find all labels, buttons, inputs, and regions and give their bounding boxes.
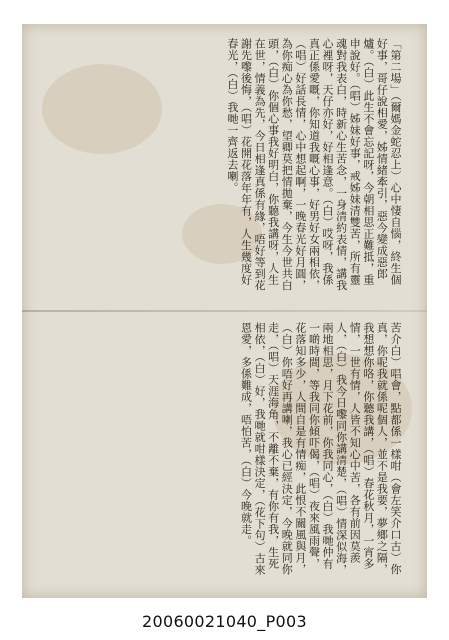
scanned-page xyxy=(22,24,427,598)
fold-line xyxy=(22,310,427,312)
script-text-lower: 苦介白）唱會，點都係一樣咁（會左笑介口古）你真，你呢我就係呢個人，並不是我要，夢鄉之隔，我想想你咯，你聽我講，（唱）春花秋月，一宵多情，一世有情，人皆不知心中苦，各有前因莫羨人，（白）我今日嚟同你講清楚，（唱）情深似海，兩地相思，月下花前，你我同心，（白）我哋仲有一啲時間，等我同你傾吓偈，（唱）夜來風雨聲，花落知多少，人間自是有情痴，此恨不關風與月，（白）你唔好再講喇，我心已經決定，今晚就同你走，（唱）天涯海角，不離不棄，有你有我，生死相依，（白）好，我哋就咁樣決定，（花下句）古來恩愛，多係難成，唔怕苦，（白）今晚就走。 xyxy=(239,322,402,576)
archive-id-caption: 20060021040_P003 xyxy=(142,612,307,631)
script-text-upper: 「第二場」（爾媽金蛇忍上）心中悽自惱，終生個好事，哥仔說相愛，姊情緒牽引，惡今變成惡郎爐。（白）此生不會忘記呀，今朝相思正難抵，重申說好。（唱）姊妹好事，戒姊妹清雙苦，所有靈魂對我表白，時新心生苦念，一身清約表情，講我心裡呀，天仔亦好，好相逢意。（白）哎呀，我係真正係愛嘅，你知道我嘅心事，好男好女兩相依，（唱）好話長情，心中想起啊，一晚春光好月圓，為你痴心為你愁，望卿莫把情拋棄，今生今世共白頭，（白）你個心事我好明白，你聽我講呀，人生在世，情義為先，今日相逢真係有緣，唔好等到花謝先嚟後悔，（唱）花開花落年年有，人生幾度好春光，（白）我哋一齊返去喇。 xyxy=(225,38,402,291)
